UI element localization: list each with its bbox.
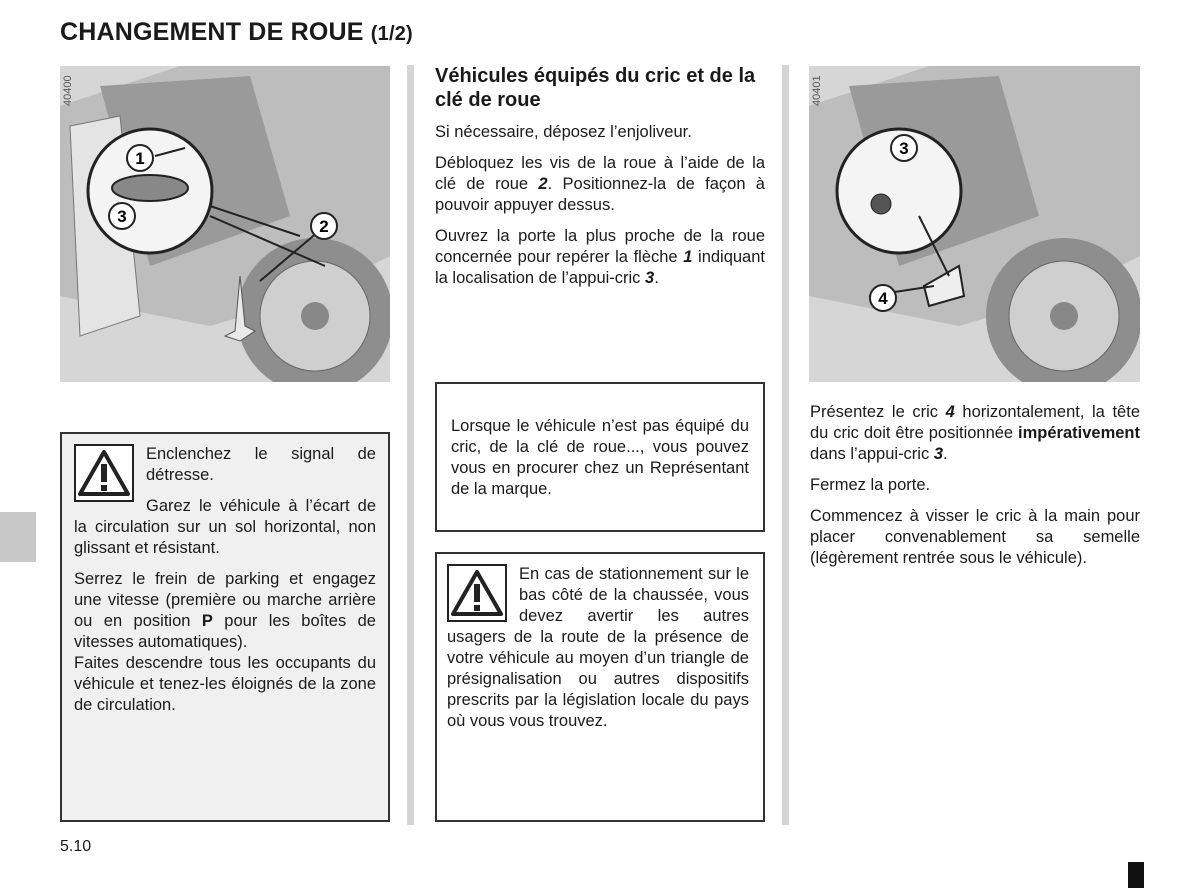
illustration-jack-placement (809, 66, 1140, 382)
callout-2: 2 (319, 217, 329, 236)
warning-triangle-icon (447, 564, 507, 622)
callout-3: 3 (117, 207, 127, 226)
page-number: 5.10 (60, 838, 92, 855)
right-column (810, 402, 1140, 579)
paragraph-hubcap: Si nécessaire, déposez l’enjoliveur. (435, 123, 692, 141)
middle-column (435, 64, 765, 299)
page-title: CHANGEMENT DE ROUE (1/2) (60, 18, 413, 46)
corner-marker (1128, 862, 1144, 888)
warning-text-roadside: En cas de stationnement sur le bas côté de la chaussée, vous devez avertir les autres usagers de la route de la présence de votre véhicule au moyen d’un triangle de présignalisation ou autres dispositifs prescrits par la législation locale du pays où vous vous trouvez. (447, 565, 749, 730)
callout-1: 1 (135, 149, 145, 168)
car-jack-drawing (809, 66, 1140, 382)
section-heading: Véhicules équipés du cric et de la clé de roue (435, 65, 756, 111)
warning-box-roadside (435, 552, 765, 822)
callout-4: 4 (878, 289, 888, 308)
warning-text-brake: Serrez le frein de parking et engagez une vitesse (première ou marche arrière ou en position P pour les boîtes de vitesses automatiques). (74, 570, 376, 651)
column-divider-left (407, 65, 414, 825)
warning-box-safety (60, 432, 390, 822)
warning-text-hazard: Enclenchez le signal de détresse. (146, 445, 376, 484)
paragraph-close-door: Fermez la porte. (810, 476, 931, 494)
paragraph-open-door: Ouvrez la porte la plus proche de la roue concernée pour repérer la flèche 1 indiquant la localisation de l’appui-cric 3. (435, 227, 765, 287)
warning-text-occupants: Faites descendre tous les occupants du véhicule et tenez-les éloignés de la zone de circulation. (74, 654, 376, 714)
paragraph-present-jack: Présentez le cric 4 horizontalement, la tête du cric doit être positionnée impérativement dans l’appui-cric 3. (810, 403, 1140, 463)
warning-text-park: Garez le véhicule à l’écart de la circulation sur un sol horizontal, non glissant et résistant. (74, 497, 376, 557)
image-code: 40401 (811, 75, 823, 106)
image-code: 40400 (62, 75, 74, 106)
warning-triangle-icon (74, 444, 134, 502)
note-box-equipment (435, 382, 765, 532)
paragraph-screw-jack: Commencez à visser le cric à la main pour placer convenablement sa semelle (légèrement rentrée sous le véhicule). (810, 507, 1140, 567)
callout-3: 3 (899, 139, 909, 158)
chapter-tab (0, 512, 36, 562)
car-door-drawing (60, 66, 390, 382)
illustration-door-jack-point (60, 66, 390, 382)
paragraph-wheel-bolts: Débloquez les vis de la roue à l’aide de la clé de roue 2. Positionnez-la de façon à pouvoir appuyer dessus. (435, 154, 765, 214)
note-text: Lorsque le véhicule n’est pas équipé du cric, de la clé de roue..., vous pouvez vous en procurer chez un Représentant de la marque. (451, 417, 749, 498)
column-divider-right (782, 65, 789, 825)
page-title-sub: (1/2) (370, 23, 413, 45)
